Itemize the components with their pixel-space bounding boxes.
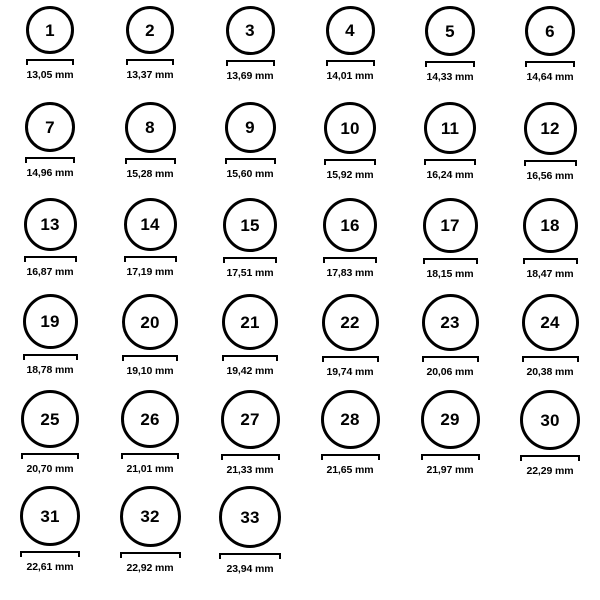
ring-size-label: 26 — [140, 409, 160, 429]
ring-diameter-mm: 16,24 mm — [426, 169, 474, 181]
ring-diameter-mm: 13,37 mm — [126, 69, 174, 81]
ring-size-cell — [200, 390, 300, 486]
ring-size-label: 6 — [545, 21, 555, 41]
ring-circle — [225, 102, 276, 153]
ring-circle — [525, 6, 575, 56]
ring-circle — [520, 390, 580, 450]
ring-circle-wrapper — [423, 198, 478, 253]
ring-size-cell — [200, 486, 300, 582]
measure-bar-line — [321, 454, 380, 460]
diameter-measure-bar — [522, 356, 579, 363]
diameter-measure-bar — [422, 356, 479, 363]
ring-size-cell — [100, 6, 200, 102]
ring-diameter-mm: 22,61 mm — [26, 561, 74, 573]
diameter-measure-bar — [126, 59, 174, 66]
ring-circle-wrapper — [324, 102, 376, 154]
diameter-measure-bar — [120, 552, 181, 559]
ring-diameter-mm: 13,69 mm — [226, 70, 274, 82]
ring-circle-wrapper — [322, 294, 379, 351]
ring-circle-wrapper — [25, 102, 75, 152]
ring-diameter-mm: 17,51 mm — [226, 267, 274, 279]
ring-circle-wrapper — [222, 294, 278, 350]
ring-diameter-mm: 21,33 mm — [226, 464, 274, 476]
ring-size-cell — [300, 198, 400, 294]
ring-size-cell — [500, 198, 600, 294]
measure-bar-line — [120, 552, 181, 558]
measure-bar-line — [524, 160, 577, 166]
diameter-measure-bar — [326, 60, 375, 67]
ring-diameter-mm: 19,10 mm — [126, 365, 174, 377]
ring-circle-wrapper — [424, 102, 476, 154]
ring-diameter-mm: 21,65 mm — [326, 464, 374, 476]
ring-size-cell — [400, 6, 500, 102]
ring-circle-wrapper — [125, 102, 176, 153]
ring-diameter-mm: 17,19 mm — [126, 266, 174, 278]
ring-diameter-mm: 22,92 mm — [126, 562, 174, 574]
ring-circle-wrapper — [421, 390, 480, 449]
ring-diameter-mm: 19,74 mm — [326, 366, 374, 378]
ring-size-cell — [500, 102, 600, 198]
ring-size-label: 11 — [440, 118, 460, 138]
ring-circle-wrapper — [221, 390, 280, 449]
ring-diameter-mm: 20,38 mm — [526, 366, 574, 378]
ring-diameter-mm: 17,83 mm — [326, 267, 374, 279]
diameter-measure-bar — [221, 454, 280, 461]
ring-circle-wrapper — [24, 198, 77, 251]
ring-circle — [323, 198, 377, 252]
diameter-measure-bar — [122, 355, 178, 362]
ring-diameter-mm: 20,70 mm — [26, 463, 74, 475]
ring-diameter-mm: 18,15 mm — [426, 268, 474, 280]
ring-circle-wrapper — [525, 6, 575, 56]
ring-size-cell — [500, 390, 600, 486]
measure-bar-line — [26, 59, 74, 65]
measure-bar-line — [326, 60, 375, 66]
ring-size-cell — [100, 294, 200, 390]
ring-size-cell — [0, 486, 100, 582]
diameter-measure-bar — [222, 355, 278, 362]
diameter-measure-bar — [321, 454, 380, 461]
ring-circle — [424, 102, 476, 154]
ring-size-cell — [400, 102, 500, 198]
ring-diameter-mm: 14,01 mm — [326, 70, 374, 82]
ring-size-label: 16 — [340, 215, 360, 235]
diameter-measure-bar — [424, 159, 476, 166]
measure-bar-line — [226, 60, 275, 66]
ring-circle-wrapper — [520, 390, 580, 450]
ring-circle-wrapper — [121, 390, 179, 448]
measure-bar-line — [322, 356, 379, 362]
ring-circle-wrapper — [223, 198, 277, 252]
ring-circle — [423, 198, 478, 253]
ring-circle — [421, 390, 480, 449]
ring-size-label: 30 — [540, 410, 560, 430]
ring-circle — [125, 102, 176, 153]
ring-circle — [122, 294, 178, 350]
ring-size-cell — [400, 294, 500, 390]
ring-circle — [21, 390, 79, 448]
ring-size-label: 8 — [145, 118, 155, 137]
ring-circle-wrapper — [219, 486, 281, 548]
ring-size-label: 27 — [240, 410, 260, 429]
measure-bar-line — [122, 355, 178, 361]
ring-size-cell — [500, 6, 600, 102]
ring-size-label: 33 — [240, 507, 260, 527]
diameter-measure-bar — [26, 59, 74, 66]
measure-bar-line — [20, 551, 80, 557]
ring-circle-wrapper — [523, 198, 578, 253]
ring-circle — [321, 390, 380, 449]
diameter-measure-bar — [20, 551, 80, 558]
ring-diameter-mm: 22,29 mm — [526, 465, 574, 477]
ring-size-label: 32 — [140, 507, 160, 526]
diameter-measure-bar — [223, 257, 277, 264]
ring-diameter-mm: 18,78 mm — [26, 364, 74, 376]
ring-size-label: 2 — [145, 20, 155, 40]
ring-circle-wrapper — [422, 294, 479, 351]
measure-bar-line — [23, 354, 78, 360]
ring-diameter-mm: 13,05 mm — [26, 69, 74, 81]
ring-circle — [221, 390, 280, 449]
ring-size-label: 20 — [140, 312, 160, 332]
ring-size-label: 18 — [540, 216, 560, 235]
ring-circle — [121, 390, 179, 448]
ring-circle — [425, 6, 475, 56]
measure-bar-line — [222, 355, 278, 361]
ring-diameter-mm: 19,42 mm — [226, 365, 274, 377]
diameter-measure-bar — [421, 454, 480, 461]
measure-bar-line — [125, 158, 176, 164]
diameter-measure-bar — [21, 453, 79, 460]
ring-circle-wrapper — [26, 6, 74, 54]
ring-circle — [422, 294, 479, 351]
ring-circle-wrapper — [120, 486, 181, 547]
ring-circle — [524, 102, 577, 155]
measure-bar-line — [24, 256, 77, 262]
ring-size-label: 12 — [540, 119, 560, 138]
ring-size-cell — [300, 6, 400, 102]
ring-size-label: 3 — [245, 21, 255, 40]
ring-circle — [20, 486, 80, 546]
diameter-measure-bar — [322, 356, 379, 363]
ring-circle — [26, 6, 74, 54]
ring-circle-wrapper — [124, 198, 177, 251]
ring-size-cell — [100, 486, 200, 582]
ring-size-cell — [500, 294, 600, 390]
measure-bar-line — [21, 453, 79, 459]
ring-size-label: 23 — [440, 313, 460, 332]
ring-size-cell — [0, 198, 100, 294]
measure-bar-line — [525, 61, 575, 67]
diameter-measure-bar — [425, 61, 475, 68]
ring-circle — [124, 198, 177, 251]
ring-size-label: 19 — [40, 312, 60, 331]
ring-circle — [322, 294, 379, 351]
ring-circle-wrapper — [225, 102, 276, 153]
ring-circle-wrapper — [321, 390, 380, 449]
ring-diameter-mm: 14,33 mm — [426, 71, 474, 83]
diameter-measure-bar — [121, 453, 179, 460]
measure-bar-line — [324, 159, 376, 165]
diameter-measure-bar — [226, 60, 275, 67]
measure-bar-line — [25, 157, 75, 163]
ring-size-cell — [100, 102, 200, 198]
measure-bar-line — [126, 59, 174, 65]
measure-bar-line — [425, 61, 475, 67]
diameter-measure-bar — [124, 256, 177, 263]
ring-size-cell — [200, 102, 300, 198]
diameter-measure-bar — [324, 159, 376, 166]
ring-size-label: 13 — [40, 215, 60, 234]
ring-diameter-mm: 23,94 mm — [226, 563, 274, 575]
ring-size-label: 15 — [240, 215, 260, 235]
ring-circle-wrapper — [20, 486, 80, 546]
diameter-measure-bar — [25, 157, 75, 164]
ring-circle — [326, 6, 375, 55]
ring-size-label: 31 — [40, 506, 60, 526]
ring-diameter-mm: 15,28 mm — [126, 168, 174, 180]
measure-bar-line — [221, 454, 280, 460]
measure-bar-line — [520, 455, 580, 461]
ring-circle-wrapper — [122, 294, 178, 350]
ring-diameter-mm: 16,87 mm — [26, 266, 74, 278]
ring-size-cell — [0, 294, 100, 390]
ring-size-cell — [300, 102, 400, 198]
ring-size-cell — [0, 390, 100, 486]
ring-size-label: 21 — [240, 312, 260, 332]
measure-bar-line — [522, 356, 579, 362]
diameter-measure-bar — [323, 257, 377, 264]
ring-circle-wrapper — [226, 6, 275, 55]
ring-diameter-mm: 20,06 mm — [426, 366, 474, 378]
ring-diameter-mm: 18,47 mm — [526, 268, 574, 280]
ring-circle — [523, 198, 578, 253]
ring-size-label: 29 — [440, 410, 460, 429]
measure-bar-line — [124, 256, 177, 262]
ring-circle — [24, 198, 77, 251]
ring-size-cell — [100, 390, 200, 486]
ring-diameter-mm: 21,97 mm — [426, 464, 474, 476]
diameter-measure-bar — [23, 354, 78, 361]
measure-bar-line — [225, 158, 276, 164]
ring-diameter-mm: 15,60 mm — [226, 168, 274, 180]
ring-diameter-mm: 14,96 mm — [26, 167, 74, 179]
ring-circle — [222, 294, 278, 350]
ring-circle — [223, 198, 277, 252]
measure-bar-line — [323, 257, 377, 263]
ring-circle — [25, 102, 75, 152]
diameter-measure-bar — [225, 158, 276, 165]
diameter-measure-bar — [523, 258, 578, 265]
ring-size-label: 24 — [540, 313, 560, 332]
ring-circle-wrapper — [126, 6, 174, 54]
ring-size-label: 9 — [245, 118, 255, 137]
ring-circle — [126, 6, 174, 54]
ring-size-cell — [200, 6, 300, 102]
ring-circle — [226, 6, 275, 55]
ring-circle-wrapper — [425, 6, 475, 56]
ring-size-label: 7 — [45, 117, 55, 137]
ring-circle — [522, 294, 579, 351]
ring-size-cell — [0, 6, 100, 102]
ring-circle-wrapper — [524, 102, 577, 155]
ring-size-label: 17 — [440, 216, 460, 235]
diameter-measure-bar — [24, 256, 77, 263]
ring-size-label: 28 — [340, 410, 360, 429]
measure-bar-line — [423, 258, 478, 264]
measure-bar-line — [421, 454, 480, 460]
ring-size-cell — [300, 390, 400, 486]
ring-diameter-mm: 21,01 mm — [126, 463, 174, 475]
ring-size-label: 1 — [45, 20, 55, 40]
ring-size-cell — [300, 294, 400, 390]
measure-bar-line — [223, 257, 277, 263]
diameter-measure-bar — [520, 455, 580, 462]
ring-circle — [324, 102, 376, 154]
measure-bar-line — [121, 453, 179, 459]
diameter-measure-bar — [423, 258, 478, 265]
ring-circle-wrapper — [522, 294, 579, 351]
measure-bar-line — [219, 553, 281, 559]
diameter-measure-bar — [524, 160, 577, 167]
ring-size-label: 22 — [340, 313, 360, 332]
measure-bar-line — [422, 356, 479, 362]
diameter-measure-bar — [125, 158, 176, 165]
diameter-measure-bar — [525, 61, 575, 68]
ring-size-label: 25 — [40, 409, 60, 429]
ring-size-cell — [0, 102, 100, 198]
ring-size-label: 5 — [445, 21, 455, 41]
ring-diameter-mm: 16,56 mm — [526, 170, 574, 182]
ring-size-label: 14 — [140, 215, 160, 234]
ring-size-cell — [400, 198, 500, 294]
ring-size-cell — [400, 390, 500, 486]
ring-circle-wrapper — [326, 6, 375, 55]
ring-circle — [120, 486, 181, 547]
measure-bar-line — [424, 159, 476, 165]
diameter-measure-bar — [219, 553, 281, 560]
ring-size-cell — [200, 198, 300, 294]
ring-diameter-mm: 15,92 mm — [326, 169, 374, 181]
measure-bar-line — [523, 258, 578, 264]
ring-size-label: 10 — [340, 118, 360, 138]
ring-circle-wrapper — [23, 294, 78, 349]
ring-circle — [23, 294, 78, 349]
ring-circle — [219, 486, 281, 548]
ring-circle-wrapper — [21, 390, 79, 448]
ring-circle-wrapper — [323, 198, 377, 252]
ring-size-cell — [100, 198, 200, 294]
ring-diameter-mm: 14,64 mm — [526, 71, 574, 83]
ring-size-label: 4 — [345, 21, 355, 40]
ring-size-cell — [200, 294, 300, 390]
